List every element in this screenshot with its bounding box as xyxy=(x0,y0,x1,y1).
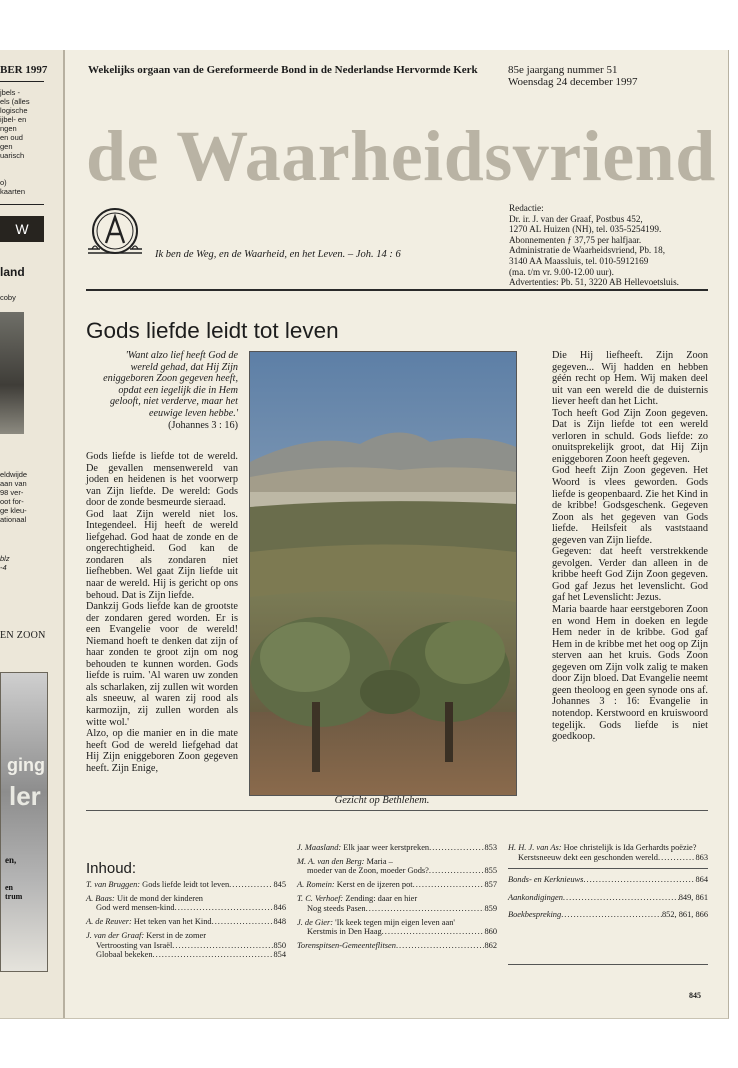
photo-caption: Gezicht op Bethlehem. xyxy=(334,795,430,806)
bethlehem-photo xyxy=(249,351,517,796)
bible-quote: 'Want alzo lief heeft God de wereld gehad, dat Hij Zijn eniggeboren Zoon gegeven heeft, opdat een iegelijk die in Hem gelooft, niet verderve, maar het eeuwige leven hebbe.' (Johannes 3 : 16) xyxy=(96,350,238,431)
motto: Ik ben de Weg, en de Waarheid, en het Leven. – Joh. 14 : 6 xyxy=(155,249,401,260)
contents-column-3 xyxy=(508,843,708,965)
strip-text-b: o) kaarten xyxy=(0,178,26,196)
article-column-3: Die Hij liefheeft. Zijn Zoon gegeven... Wij hadden en hebben géén recht op Hem. Wij maken deel uit van een wereld die de duisternis liever heeft dan het Licht. Toch heeft God Zijn Zoon gegeven. Dat is Zijn liefde tot een wereld verloren in schuld. Gods liefde: zo onuitsprekelijk groot, dat Hij Zijn eniggeboren Zoon heeft gegeven. God heeft Zijn Zoon gegeven. Het Woord is vlees geworden. Gods liefde is geopenbaard. Zie het Kind in de kribbe! Godsgeschenk. Gegeven Zoon als het gegeven van Gods liefde. Heilsfeit als vaststaand gegeven van Zijn liefde. Gegeven: dat heeft verstrekkende gevolgen. Verder dan alleen in de kribbe heeft God Zijn Zoon gegeven. God gaf Jezus het levenslicht. God gaf het Levenslicht: Jezus. Maria baarde haar eerstgeboren Zoon en wond Hem in doeken en legde Hem neder in de kribbe. God gaf Hem in de kribbe met het oog op Zijn sterven aan het kruis. Gods Zoon gegeven om Zijn volk zalig te maken door Zijn bloed. Dat Evangelie neemt geen theoloog en geen synode ons af. Johannes 3 : 16: Evangelie in notendop. Kerstwoord en kruiswoord tegelijk. Gods liefde is niet goedkoop. xyxy=(552,350,708,743)
toc-entry[interactable]: Bonds- en Kerknieuws ..... 864 xyxy=(508,875,708,885)
header-rule xyxy=(86,289,708,291)
toc-entry[interactable]: A. Baas: Uit de mond der kinderen God werd mensen-kind ..... 846 xyxy=(86,894,286,913)
issue-date: Woensdag 24 december 1997 xyxy=(508,76,638,88)
toc-entry[interactable]: H. H. J. van As: Hoe christelijk is Ida Gerhardts poëzie? Kerstsneeuw dekt een geschonden wereld ..... 863 xyxy=(508,843,708,862)
toc-entry[interactable]: Boekbespreking ..... 852, 861, 866 xyxy=(508,910,708,920)
strip-ad-word1: ging xyxy=(7,755,45,775)
toc-entry[interactable]: J. Maasland: Elk jaar weer kerstpreken ..... 853 xyxy=(297,843,497,853)
toc-entry[interactable]: Torenspitsen-Gemeenteflitsen ..... 862 xyxy=(297,941,497,951)
toc-entry[interactable]: T. van Bruggen: Gods liefde leidt tot leven ..... 845 xyxy=(86,880,286,890)
strip-photo xyxy=(0,312,24,434)
contents-rule xyxy=(86,810,708,811)
organ-line: Wekelijks orgaan van de Gereformeerde Bond in de Nederlandse Hervormde Kerk xyxy=(88,64,478,76)
page-number: 845 xyxy=(689,991,701,1000)
article-column-1: Gods liefde is liefde tot de wereld. De gevallen mensenwereld van joden en heidenen is het voorwerp van Zijn liefde. De wereld: Gods door de zonde besmeurde sieraad. God laat Zijn wereld niet los. Integendeel. Hij heeft de wereld liefgehad. God haat de zonde en de ongerechtigheid. God kan de zondaren als zondaren niet liefhebben. Wel gaat Zijn liefde uit naar de wereld. Hij is gericht op ons behoud. Dat is Zijn liefde. Dankzij Gods liefde kan de grootste der zondaren gered worden. Er is een Evangelie voor de wereld! Niemand hoeft te denken dat zijn of haar zonden te groot zijn om nog behouden te kunnen worden. Gods liefde is ruim. 'Al waren uw zonden als scharlaken, zij zullen wit worden als sneeuw, al waren zij rood als karmozijn, zij zullen worden als witte wol.' Alzo, op die manier en in die mate heeft God de wereld liefgehad dat Hij Zijn eniggeboren Zoon gegeven heeft. Zijn Enige, xyxy=(86,451,238,774)
strip-rule xyxy=(0,204,44,205)
strip-text-c: eldwijde aan van 98 ver- oot for- ge kleu- ationaal xyxy=(0,470,28,524)
strip-w-box: W xyxy=(0,216,44,242)
redactie-block: Redactie: Dr. ir. J. van der Graaf, Postbus 452, 1270 AL Huizen (NH), tel. 035-5254199. Abonnementen ƒ 37,75 per halfjaar. Administratie de Waarheidsvriend, Pb. 18, 3140 AA Maassluis, tel. 010-5912169 (ma. t/m vr. 9.00-12.00 uur). Advertenties: Pb. 51, 3220 AB Hellevoetsluis. xyxy=(509,203,679,288)
toc-entry[interactable]: M. A. van den Berg: Maria – moeder van de Zoon, moeder Gods? ..... 855 xyxy=(297,857,497,876)
quote-reference: (Johannes 3 : 16) xyxy=(168,419,238,431)
contents-title: Inhoud: xyxy=(86,860,137,877)
toc-entry[interactable]: A. Romein: Kerst en de ijzeren pot ..... 857 xyxy=(297,880,497,890)
strip-zoon: EN ZOON xyxy=(0,630,46,641)
strip-ad-small1: en, xyxy=(5,855,17,865)
strip-ad-small2: en trum xyxy=(5,883,23,901)
toc-entry[interactable]: T. C. Verhoef: Zending: daar en hier Nog steeds Pasen ..... 859 xyxy=(297,894,497,913)
toc-rule xyxy=(508,964,708,965)
strip-advert xyxy=(0,672,48,972)
strip-rule xyxy=(0,81,44,82)
contents-column-2 xyxy=(297,843,497,955)
issue-info xyxy=(508,64,638,88)
strip-text-a: jbels - els (alles logische ijbel- en ngen en oud gen uarisch xyxy=(0,88,30,160)
strip-land: land xyxy=(0,265,25,279)
newspaper-page xyxy=(0,50,729,1019)
toc-entry[interactable]: J. van der Graaf: Kerst in de zomer Vertroosting van Israël ..... 850 Globaal bekeken ..... 854 xyxy=(86,931,286,960)
toc-rule xyxy=(508,868,708,869)
toc-entry[interactable]: A. de Reuver: Het teken van het Kind ..... 848 xyxy=(86,917,286,927)
strip-date: BER 1997 xyxy=(0,64,48,76)
article-title: Gods liefde leidt tot leven xyxy=(86,318,339,343)
previous-page-strip xyxy=(0,50,65,1018)
masthead-title: de Waarheidsvriend xyxy=(86,116,716,196)
strip-text-d: blz -4 xyxy=(0,554,10,572)
issue-number: 85e jaargang nummer 51 xyxy=(508,64,618,76)
toc-entry[interactable]: Aankondigingen ..... 849, 861 xyxy=(508,893,708,903)
strip-ad-word2: ler xyxy=(9,781,41,811)
toc-entry[interactable]: J. de Gier: 'Ik keek tegen mijn eigen leven aan' Kerstmis in Den Haag ..... 860 xyxy=(297,918,497,937)
alpha-omega-logo-icon xyxy=(86,205,144,261)
strip-coby: coby xyxy=(0,293,16,302)
contents-column-1 xyxy=(86,880,286,964)
